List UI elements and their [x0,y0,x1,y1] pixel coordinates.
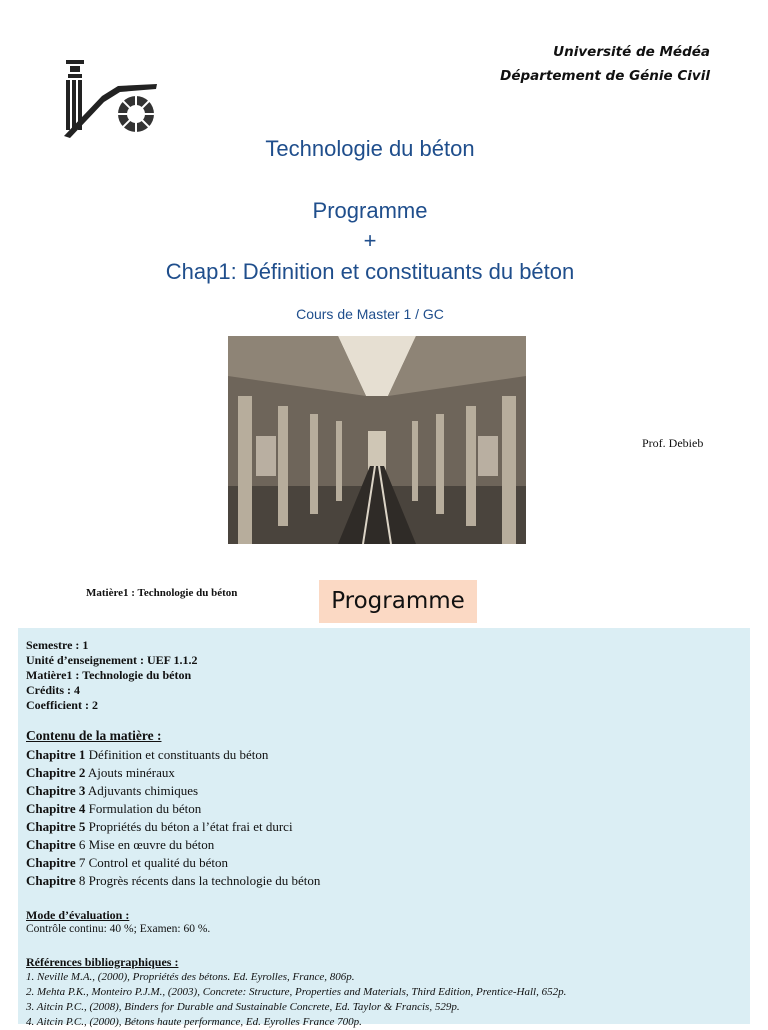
chapter-item: Chapitre 7 Control et qualité du béton [26,855,228,870]
chapter-title: Chap1: Définition et constituants du béton [165,259,575,284]
chapter-item: Chapitre 3 Adjuvants chimiques [26,783,199,798]
course-subtitle: Cours de Master 1 / GC [296,306,444,322]
references-heading: Références bibliographiques : [26,955,179,969]
programme-banner-label: Programme [331,588,465,614]
info-unite: Unité d’enseignement : UEF 1.1.2 [26,653,198,667]
reference-item: 1. Neville M.A., (2000), Propriétés des bétons. Ed. Eyrolles, France, 806p. [26,971,355,983]
department-name: Département de Génie Civil [500,68,710,84]
university-logo [62,56,162,142]
document-title: Technologie du béton [265,136,475,161]
chapter-list [26,746,320,890]
course-info [26,638,198,713]
reference-item: 2. Mehta P.K., Monteiro P.J.M., (2003), Concrete: Structure, Properties and Materials, Third Edition, Prentice-Hall, 652p. [26,986,567,998]
concrete-hall-photo [228,336,526,544]
chapter-item: Chapitre 1 Définition et constituants du béton [26,747,269,762]
info-credits: Crédits : 4 [26,683,80,697]
university-header [500,40,710,88]
info-coefficient: Coefficient : 2 [26,698,98,712]
author-name: Prof. Debieb [642,436,704,450]
content-heading: Contenu de la matière : [26,728,162,743]
programme-banner [319,580,477,623]
reference-item: 4. Aitcin P.C., (2000), Bétons haute performance, Ed. Eyrolles France 700p. [26,1016,362,1028]
programme-panel [18,628,750,1028]
evaluation-heading: Mode d’évaluation : [26,908,130,922]
university-name: Université de Médéa [553,44,710,60]
chapter-item: Chapitre 2 Ajouts minéraux [26,765,175,780]
info-matiere: Matière1 : Technologie du béton [26,668,192,682]
evaluation-text: Contrôle continu: 40 %; Examen: 60 %. [26,923,211,935]
references-list [26,970,566,1030]
plus-sign: + [363,228,377,253]
info-semestre: Semestre : 1 [26,638,89,652]
matiere-caption: Matière1 : Technologie du béton [86,587,238,599]
chapter-item: Chapitre 8 Progrès récents dans la technologie du béton [26,873,321,888]
chapter-item: Chapitre 4 Formulation du béton [26,801,202,816]
chapter-item: Chapitre 6 Mise en œuvre du béton [26,837,215,852]
reference-item: 3. Aitcin P.C., (2008), Binders for Durable and Sustainable Concrete, Ed. Taylor & Francis, 529p. [26,1001,460,1013]
programme-title: Programme [312,198,428,223]
chapter-item: Chapitre 5 Propriétés du béton a l’état frai et durci [26,819,293,834]
